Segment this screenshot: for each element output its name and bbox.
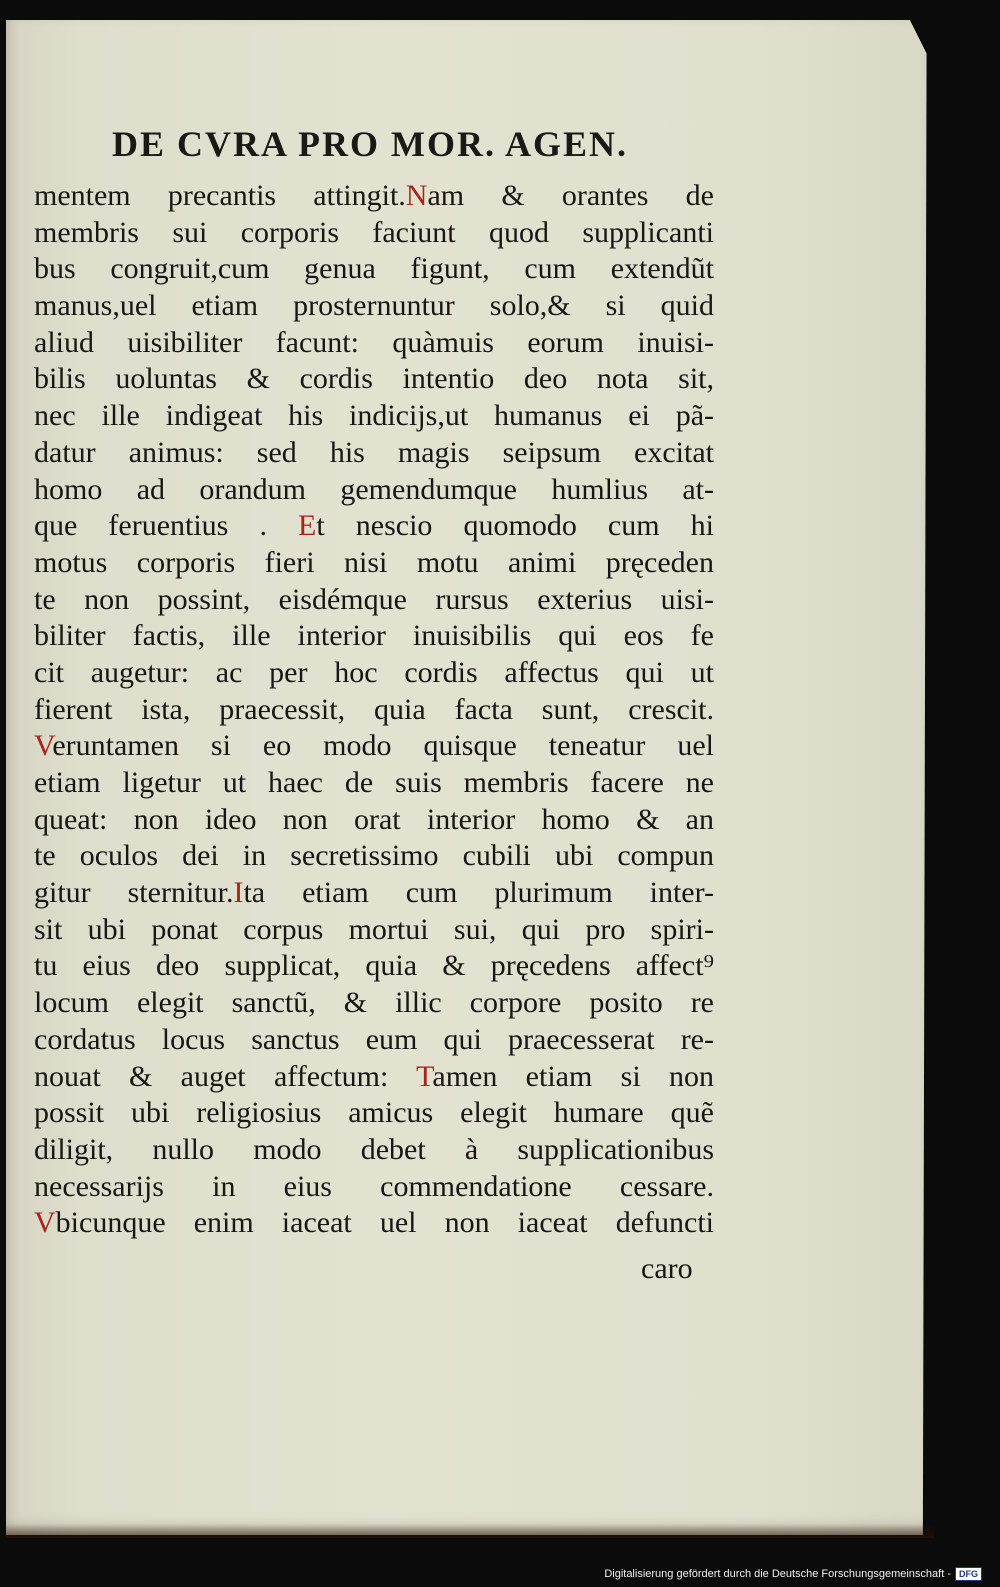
footer-text: Digitalisierung gefördert durch die Deutsche Forschungsgemeinschaft -: [604, 1568, 951, 1580]
line-text: queat: non ideo non orat interior homo & an: [34, 802, 714, 836]
catchword: caro: [641, 1252, 693, 1285]
line-text: diligit, nullo modo debet à supplicationibus: [34, 1132, 714, 1166]
line-text: datur animus: sed his magis seipsum excitat: [34, 435, 714, 469]
text-line: [34, 582, 714, 619]
line-text: tu eius deo supplicat, quia & pręcedens affect⁹: [34, 949, 714, 983]
dfg-logo-icon: DFG: [955, 1567, 982, 1581]
text-line: [34, 802, 714, 839]
line-text: motus corporis fieri nisi motu animi pręceden: [34, 545, 714, 579]
text-line: [34, 508, 714, 545]
line-text: nouat & auget affectum:: [34, 1059, 417, 1093]
line-text: etiam ligetur ut haec de suis membris facere ne: [34, 766, 714, 799]
line-text: amen etiam si non: [432, 1059, 714, 1093]
digitization-footer: [604, 1565, 982, 1583]
line-text: membris sui corporis faciunt quod supplicanti: [34, 215, 714, 249]
text-line: [34, 1022, 714, 1059]
line-text: mentem precantis attingit.: [34, 179, 406, 212]
line-text: possit ubi religiosius amicus elegit humare quẽ: [34, 1096, 714, 1130]
line-text: locum elegit sanctũ, & illic corpore posito re: [34, 986, 714, 1020]
line-text: ta etiam cum plurimum inter-: [243, 876, 715, 910]
rubricated-initial: I: [233, 876, 244, 910]
text-line: [34, 215, 714, 252]
line-text: te oculos dei in secretissimo cubili ubi compun: [34, 839, 714, 873]
rubricated-initial: V: [34, 729, 53, 763]
line-text: biliter factis, ille interior inuisibilis qui eos fe: [34, 619, 714, 653]
line-text: t nescio quomodo cum hi: [316, 509, 714, 543]
text-line: [34, 1132, 714, 1169]
text-line: [34, 472, 714, 509]
body-text: [34, 178, 714, 1242]
text-line: [34, 985, 714, 1022]
rubricated-initial: N: [405, 179, 428, 212]
text-line: [34, 765, 714, 802]
text-line: [34, 435, 714, 472]
line-text: eruntamen si eo modo quisque teneatur uel: [52, 729, 714, 763]
text-line: [34, 1169, 714, 1206]
rubricated-initial: V: [34, 1206, 56, 1240]
line-text: manus,uel etiam prosternuntur solo,& si quid: [34, 289, 714, 323]
line-text: te non possint, eisdémque rursus exterius uisi-: [34, 582, 714, 616]
rubricated-initial: E: [298, 509, 317, 543]
line-text: necessarijs in eius commendatione cessare.: [34, 1169, 714, 1203]
line-text: que feruentius .: [34, 509, 299, 543]
text-line: [34, 838, 714, 875]
line-text: cordatus locus sanctus eum qui praecesserat re-: [34, 1022, 714, 1056]
line-text: sit ubi ponat corpus mortui sui, qui pro spiri-: [34, 912, 714, 946]
text-line: [34, 398, 714, 435]
line-text: bicunque enim iaceat uel non iaceat defuncti: [55, 1206, 714, 1240]
text-line: [34, 1059, 714, 1096]
text-line: [34, 948, 714, 985]
text-line: [34, 288, 714, 325]
text-line: [34, 655, 714, 692]
text-line: [34, 178, 714, 215]
line-text: aliud uisibiliter facunt: quàmuis eorum inuisi-: [34, 325, 714, 359]
running-head: DE CVRA PRO MOR. AGEN.: [112, 124, 629, 164]
text-line: [34, 728, 714, 765]
line-text: bilis uoluntas & cordis intentio deo nota sit,: [34, 362, 714, 396]
text-line: [34, 251, 714, 288]
text-line: [34, 875, 714, 912]
line-text: cit augetur: ac per hoc cordis affectus qui ut: [34, 655, 714, 689]
line-text: gitur sternitur.: [34, 876, 234, 910]
rubricated-initial: T: [416, 1059, 433, 1093]
text-line: [34, 618, 714, 655]
text-line: [34, 1205, 714, 1242]
text-line: [34, 692, 714, 729]
line-text: am & orantes de: [427, 179, 714, 212]
line-text: fierent ista, praecessit, quia facta sunt, crescit.: [34, 692, 714, 726]
text-line: [34, 325, 714, 362]
line-text: nec ille indigeat his indicijs,ut humanus ei pã-: [34, 399, 714, 433]
line-text: bus congruit,cum genua figunt, cum extendũt: [34, 252, 714, 286]
page-edge-shadow: [6, 1524, 934, 1538]
text-line: [34, 1095, 714, 1132]
line-text: homo ad orandum gemendumque humlius at-: [34, 472, 714, 506]
text-line: [34, 361, 714, 398]
text-line: [34, 545, 714, 582]
text-line: [34, 912, 714, 949]
